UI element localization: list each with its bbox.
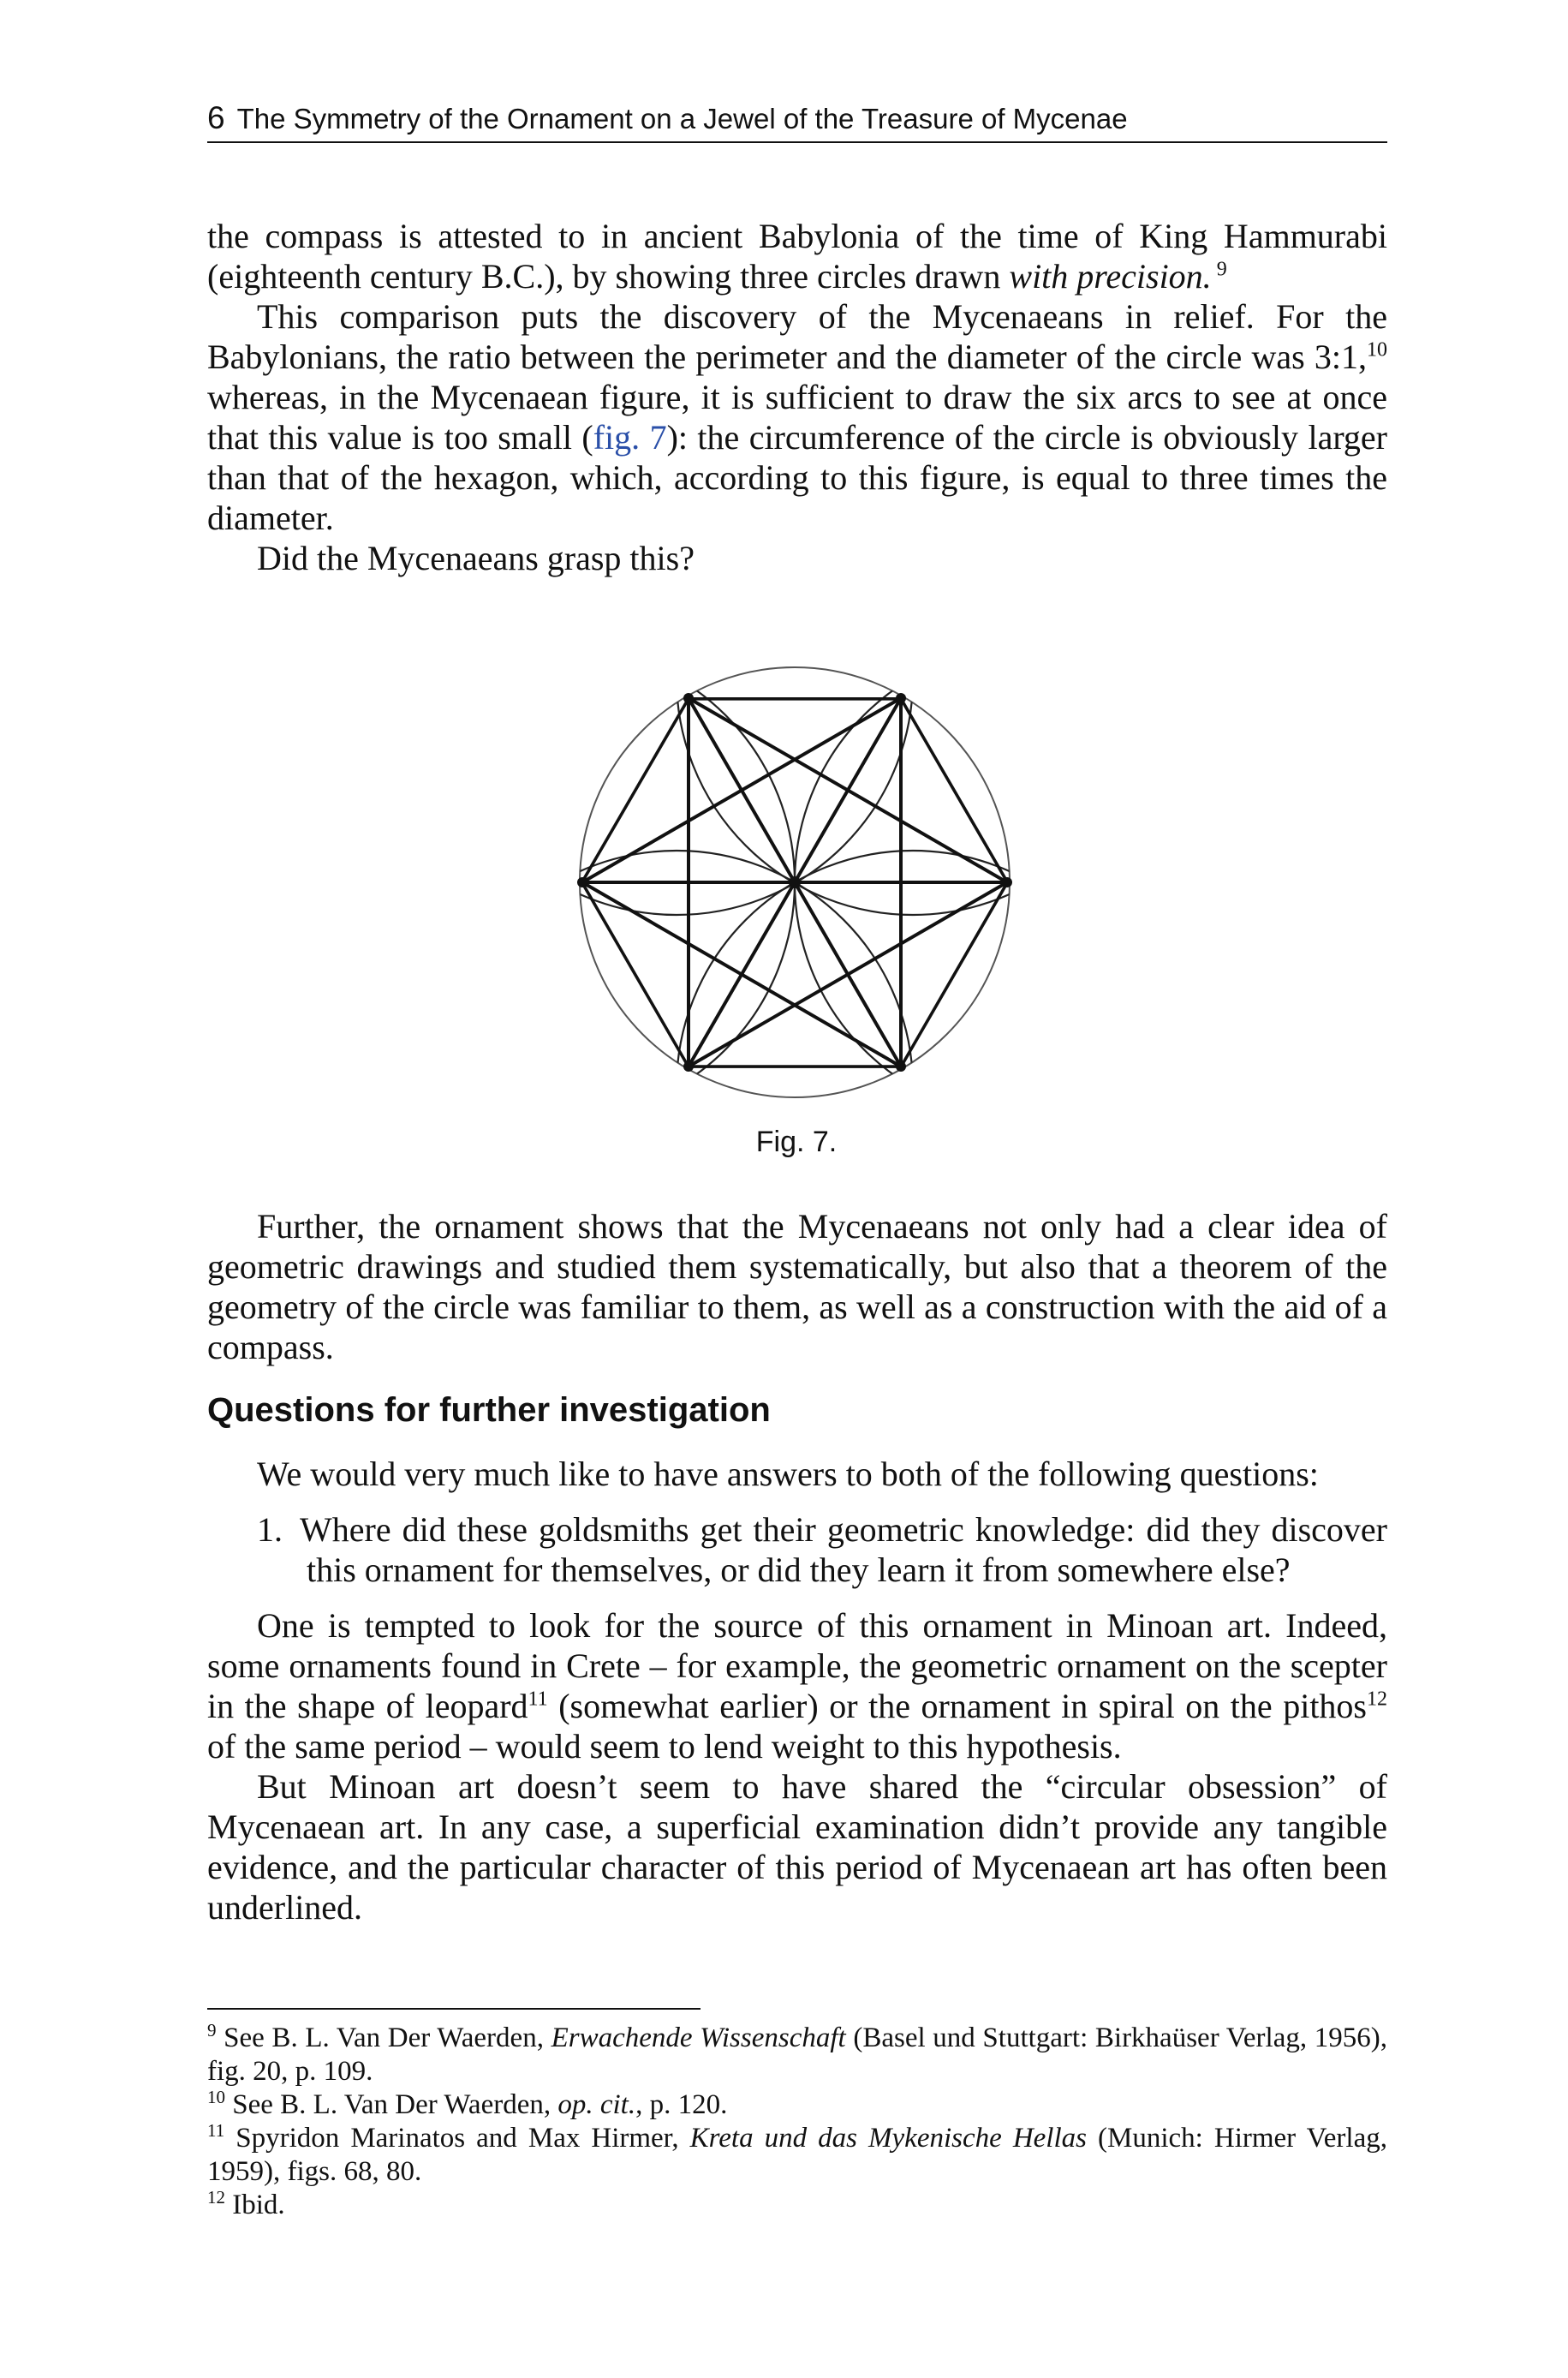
body-text-lower	[207, 1454, 1387, 1927]
footnote-number: 9	[207, 2020, 217, 2040]
paragraph-6	[207, 1605, 1387, 1766]
footnote-ref-10[interactable]: 10	[1367, 338, 1387, 361]
paragraph-7: But Minoan art doesn’t seem to have shared the “circular obsession” of Mycenaean art. In any case, a superficial examination didn’t provide any tangible evidence, and the particular character of this period of Mycenaean art has often been underlined.	[207, 1767, 1387, 1927]
vertex-point	[683, 1061, 694, 1072]
body-text-middle	[207, 1206, 1387, 1367]
figure-link[interactable]: fig. 7	[593, 418, 667, 457]
paragraph-1-text: the compass is attested to in ancient Babylonia of the time of King Hammurabi (eighteenth century B.C.), by showing three circles drawn	[207, 217, 1387, 296]
paragraph-5: We would very much like to have answers to both of the following questions:	[257, 1455, 1319, 1493]
footnote-ref-9[interactable]: 9	[1211, 258, 1227, 281]
footnote-text: Ibid.	[225, 2190, 285, 2220]
footnote-text: (Basel und Stuttgart: Birkhaüser Verlag, 1956), fig. 20, p. 109.	[207, 2022, 1387, 2087]
vertex-point	[1002, 877, 1012, 887]
footnote-9	[207, 2022, 1387, 2088]
footnote-number: 12	[207, 2187, 225, 2208]
footnote-text: See B. L. Van Der Waerden,	[225, 2089, 558, 2120]
vertex-point	[577, 877, 587, 887]
footnote-text: See B. L. Van Der Waerden,	[216, 2022, 551, 2053]
paragraph-6-text-a: One is tempted to look for the source of this ornament in Minoan art. Indeed, some ornaments found in Crete – for example, the geometric ornament on the scepter in the shape of leopard	[207, 1606, 1387, 1725]
center-point	[789, 876, 801, 888]
footnote-text: (Munich: Hirmer Verlag, 1959), figs. 68, 80.	[207, 2123, 1387, 2187]
paragraph-2-text-c: ): the circumference of the circle is obviously larger than that of the hexagon, which, according to this figure, is equal to three times the diameter.	[207, 418, 1387, 537]
footnote-text: , p. 120.	[635, 2089, 728, 2120]
footnote-number: 10	[207, 2087, 225, 2107]
footnote-ref-12[interactable]: 12	[1367, 1688, 1387, 1711]
vertex-point	[896, 1061, 906, 1072]
footnotes	[207, 2022, 1387, 2222]
body-text-top	[207, 216, 1387, 578]
hexagon-compass-figure	[572, 660, 1017, 1105]
paragraph-3: Did the Mycenaeans grasp this?	[257, 539, 695, 577]
vertex-point	[683, 693, 694, 703]
footnote-12	[207, 2189, 1387, 2222]
running-title: The Symmetry of the Ornament on a Jewel of the Treasure of Mycenae	[236, 103, 1128, 134]
footnote-italic: Erwachende Wissenschaft	[551, 2022, 846, 2053]
footnote-divider	[207, 2008, 701, 2010]
page-number: 6	[207, 100, 225, 135]
figure-caption: Fig. 7.	[755, 1126, 838, 1158]
running-header	[207, 101, 1387, 143]
paragraph-1-italic: with precision.	[1009, 257, 1212, 296]
paragraph-2-text-b: whereas, in the Mycenaean figure, it is sufficient to draw the six arcs to see at once that this value is too small (	[207, 378, 1387, 457]
vertex-point	[896, 693, 906, 703]
footnote-text: Spyridon Marinatos and Max Hirmer,	[224, 2123, 690, 2154]
footnote-italic: Kreta und das Mykenische Hellas	[689, 2123, 1087, 2154]
paragraph-1	[207, 216, 1387, 296]
footnote-number: 11	[207, 2120, 225, 2141]
question-list-item-1: 1. Where did these goldsmiths get their geometric knowledge: did they discover this ornament for themselves, or did they learn it from somewhere else?	[257, 1510, 1387, 1589]
footnote-10	[207, 2088, 1387, 2122]
paragraph-4: Further, the ornament shows that the Mycenaeans not only had a clear idea of geometric drawings and studied them systematically, but also that a theorem of the geometry of the circle was familiar to them, as well as a construction with the aid of a compass.	[207, 1207, 1387, 1366]
paragraph-2	[207, 296, 1387, 538]
footnote-ref-11[interactable]: 11	[528, 1688, 548, 1711]
paragraph-2-text-a: This comparison puts the discovery of the Mycenaeans in relief. For the Babylonians, the ratio between the perimeter and the diameter of the circle was 3:1,	[207, 297, 1387, 376]
paragraph-6-text-b: (somewhat earlier) or the ornament in spiral on the pithos	[547, 1687, 1367, 1725]
paragraph-6-text-c: of the same period – would seem to lend weight to this hypothesis.	[207, 1727, 1122, 1766]
section-heading: Questions for further investigation	[207, 1391, 771, 1429]
footnote-italic: op. cit.	[557, 2089, 636, 2120]
footnote-11	[207, 2122, 1387, 2189]
